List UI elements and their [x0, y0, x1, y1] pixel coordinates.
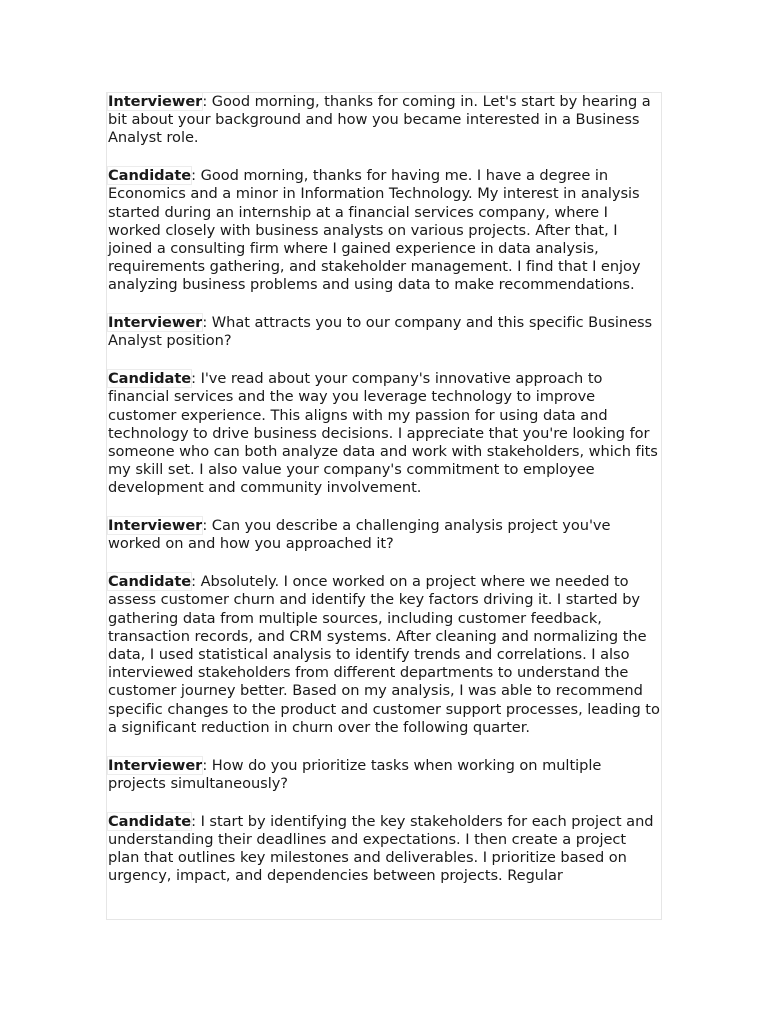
speaker-label: Candidate — [108, 812, 192, 830]
speaker-label: Interviewer — [108, 314, 203, 332]
transcript-turn-interviewer — [108, 93, 661, 148]
transcript-body — [107, 93, 661, 885]
document-page — [106, 92, 662, 920]
speaker-label: Interviewer — [108, 517, 203, 535]
transcript-turn-candidate — [108, 813, 661, 886]
speaker-label: Candidate — [108, 573, 192, 591]
speaker-label: Candidate — [108, 167, 192, 185]
turn-text: : What attracts you to our company and this specific Business Analyst position? — [108, 314, 653, 350]
speaker-label: Candidate — [108, 370, 192, 388]
transcript-turn-candidate — [108, 573, 661, 737]
speaker-label: Interviewer — [108, 93, 203, 110]
turn-text: : Absolutely. I once worked on a project where we needed to assess customer churn and identify the key factors driving it. I started by gathering data from multiple sources, including customer feedback, transaction records, and CRM systems. After cleaning and normalizing the data, I used statistical analysis to identify trends and correlations. I also interviewed stakeholders from different departments to understand the customer journey better. Based on my analysis, I was able to recommend specific changes to the product and customer support processes, leading to a significant reduction in churn over the following quarter. — [108, 573, 660, 736]
transcript-turn-candidate — [108, 370, 661, 497]
turn-text: : I start by identifying the key stakeholders for each project and understanding their deadlines and expectations. I then create a project plan that outlines key milestones and deliverables. I prioritize based on urgency, impact, and dependencies between projects. Regular — [108, 812, 654, 885]
turn-text: : How do you prioritize tasks when working on multiple projects simultaneously? — [108, 756, 602, 792]
transcript-turn-candidate — [108, 167, 661, 294]
turn-text: : I've read about your company's innovative approach to financial services and the way you leverage technology to improve customer experience. This aligns with my passion for using data and technology to drive business decisions. I appreciate that you're looking for someone who can both analyze data and work with stakeholders, which fits my skill set. I also value your company's commitment to employee development and community involvement. — [108, 370, 658, 497]
transcript-turn-interviewer — [108, 757, 661, 793]
speaker-label: Interviewer — [108, 756, 203, 774]
transcript-turn-interviewer — [108, 314, 661, 350]
turn-text: : Good morning, thanks for coming in. Let's start by hearing a bit about your background and how you became interested in a Business Analyst role. — [108, 93, 651, 147]
turn-text: : Good morning, thanks for having me. I have a degree in Economics and a minor in Information Technology. My interest in analysis started during an internship at a financial services company, where I worked closely with business analysts on various projects. After that, I joined a consulting firm where I gained experience in data analysis, requirements gathering, and stakeholder management. I find that I enjoy analyzing business problems and using data to make recommendations. — [108, 167, 641, 294]
transcript-turn-interviewer — [108, 517, 661, 553]
turn-text: : Can you describe a challenging analysis project you've worked on and how you approached it? — [108, 517, 611, 553]
